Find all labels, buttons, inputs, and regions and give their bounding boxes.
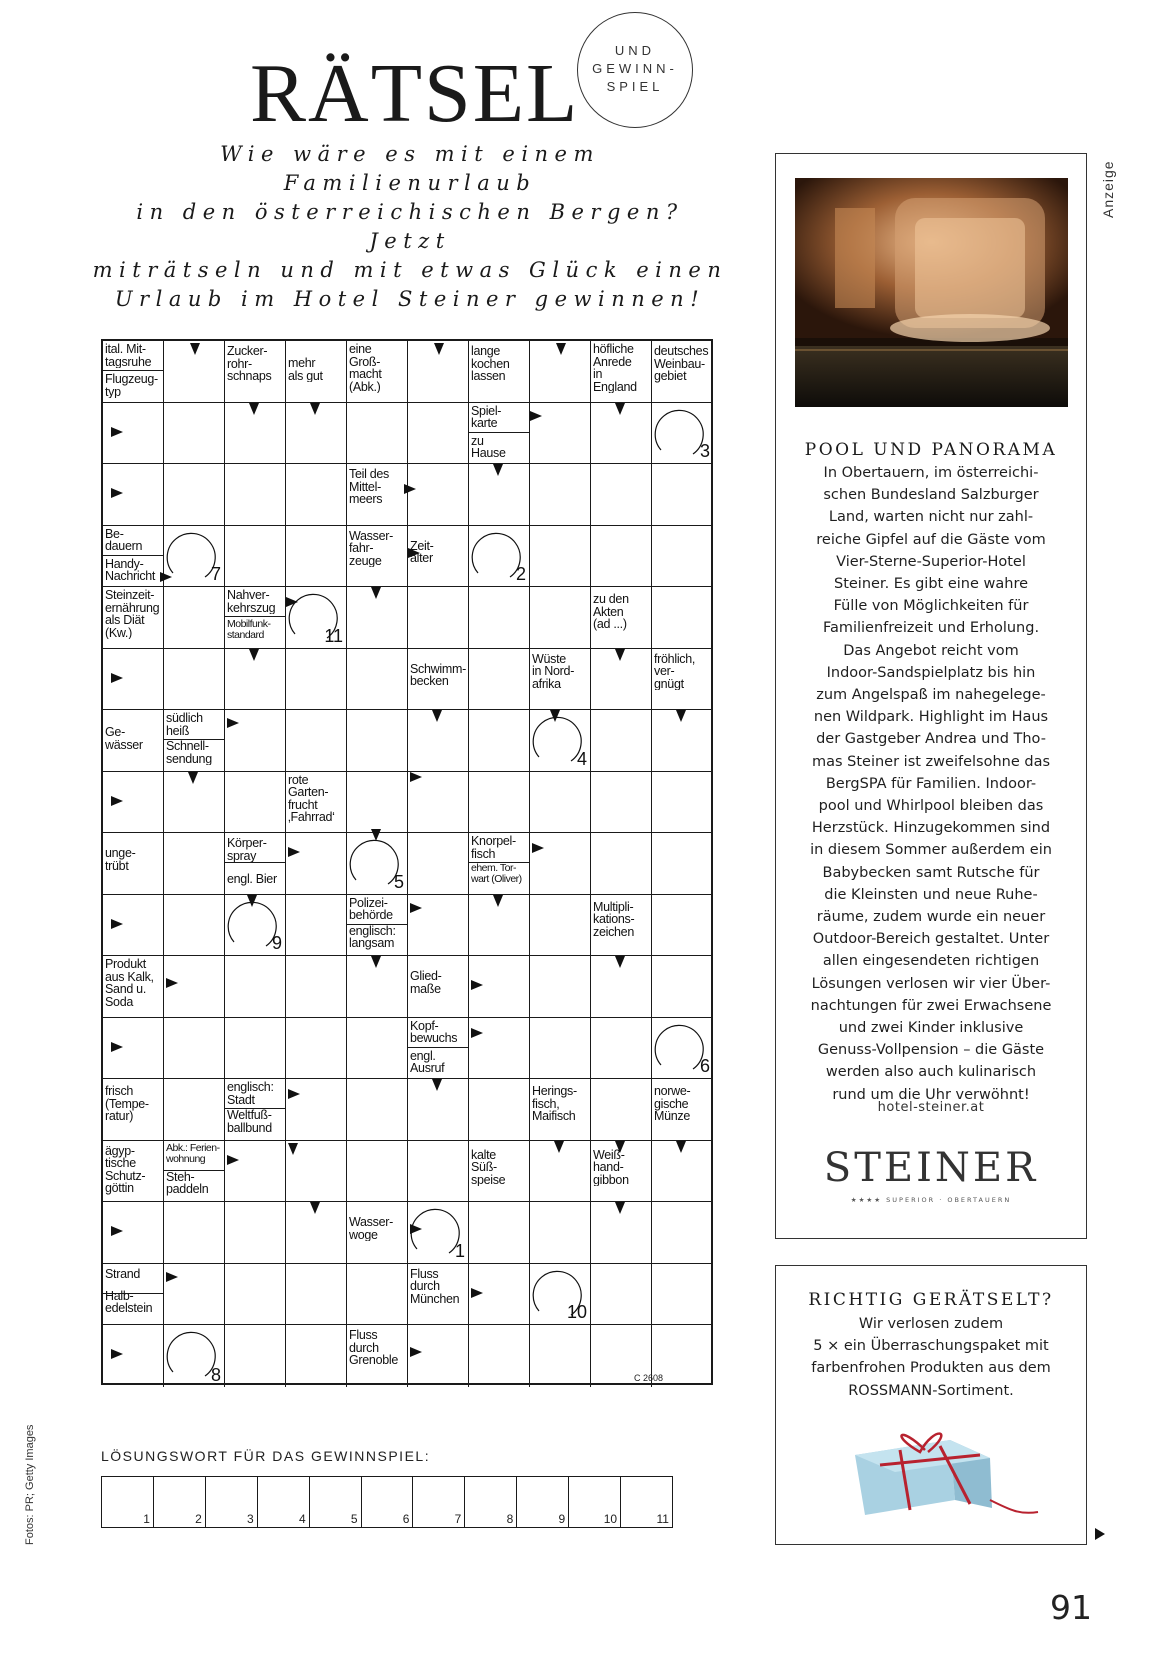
crossword-cell[interactable] bbox=[591, 1018, 652, 1080]
clue-text: unge- trübt bbox=[105, 846, 136, 872]
crossword-cell[interactable] bbox=[408, 464, 469, 526]
clue-text: Nahver- kehrszug bbox=[227, 588, 276, 614]
crossword-clue-cell bbox=[103, 1264, 164, 1326]
crossword-clue-cell bbox=[225, 587, 286, 649]
arrow-right-icon bbox=[166, 1272, 178, 1282]
clue-text: ägyp- tische Schutz- göttin bbox=[105, 1143, 146, 1195]
arrow-right-icon bbox=[471, 1028, 483, 1038]
crossword-cell[interactable] bbox=[652, 1018, 713, 1080]
crossword-cell[interactable] bbox=[469, 1202, 530, 1264]
crossword-clue-cell bbox=[591, 587, 652, 649]
arrow-right-icon bbox=[111, 673, 123, 683]
clue-divider bbox=[469, 432, 529, 433]
crossword-cell[interactable] bbox=[469, 710, 530, 772]
crossword-clue-cell bbox=[652, 1079, 713, 1141]
clue-text: Abk.: Ferien- wohnung bbox=[166, 1141, 220, 1165]
arrow-right-icon bbox=[410, 903, 422, 913]
crossword-clue-cell bbox=[591, 341, 652, 403]
clue-text: Be- dauern bbox=[105, 526, 143, 553]
crossword-cell[interactable] bbox=[225, 956, 286, 1018]
clue-divider bbox=[103, 1293, 163, 1294]
crossword-cell[interactable] bbox=[530, 895, 591, 957]
solution-number: 6 bbox=[699, 1056, 710, 1076]
clue-text: Multipli- kations- zeichen bbox=[593, 899, 635, 938]
solution-box-number: 1 bbox=[143, 1512, 150, 1526]
arrow-down-icon bbox=[371, 956, 381, 968]
clue-text: frisch (Tempe- ratur) bbox=[105, 1084, 149, 1123]
contest-badge bbox=[577, 12, 693, 128]
solution-number: 11 bbox=[324, 625, 343, 646]
solution-box[interactable] bbox=[258, 1477, 310, 1527]
arrow-down-icon bbox=[188, 772, 198, 784]
crossword-clue-cell bbox=[530, 649, 591, 711]
solution-box-number: 7 bbox=[454, 1512, 462, 1526]
clue-text: Kopf- bewuchs bbox=[410, 1018, 458, 1045]
clue-text: Schnell- sendung bbox=[166, 739, 212, 765]
crossword-clue-cell bbox=[103, 1141, 164, 1203]
crossword-cell[interactable] bbox=[347, 772, 408, 834]
crossword-grid bbox=[101, 339, 713, 1385]
clue-text: kalte Süß- speise bbox=[471, 1147, 506, 1186]
solution-box-number: 2 bbox=[195, 1512, 202, 1526]
arrow-down-icon bbox=[615, 649, 625, 661]
arrow-right-icon bbox=[471, 980, 483, 990]
crossword-cell[interactable] bbox=[286, 649, 347, 711]
solution-number: 10 bbox=[566, 1302, 587, 1322]
arrow-right-icon bbox=[404, 484, 416, 494]
crossword-clue-cell bbox=[225, 341, 286, 403]
arrow-down-icon bbox=[288, 1143, 298, 1155]
intro-line: in den österreichischen Bergen? Jetzt bbox=[136, 200, 684, 253]
arrow-right-icon bbox=[410, 1224, 422, 1234]
crossword-cell[interactable] bbox=[286, 895, 347, 957]
crossword-cell[interactable] bbox=[164, 1079, 225, 1141]
crossword-clue-cell bbox=[225, 833, 286, 895]
clue-text: lange kochen lassen bbox=[471, 344, 510, 383]
crossword-clue-cell bbox=[103, 587, 164, 649]
crossword-clue-cell bbox=[652, 341, 713, 403]
solution-box[interactable] bbox=[310, 1477, 362, 1527]
crossword-cell[interactable] bbox=[347, 1264, 408, 1326]
crossword-cell[interactable] bbox=[286, 1018, 347, 1080]
crossword-cell[interactable] bbox=[530, 710, 591, 772]
crossword-cell[interactable] bbox=[286, 526, 347, 588]
arrow-right-icon bbox=[288, 847, 300, 857]
clue-text: norwe- gische Münze bbox=[654, 1084, 691, 1123]
solution-box[interactable] bbox=[517, 1477, 569, 1527]
arrow-right-icon bbox=[410, 1347, 422, 1357]
crossword-clue-cell bbox=[530, 1079, 591, 1141]
crossword-clue-cell bbox=[469, 833, 530, 895]
crossword-cell[interactable] bbox=[408, 833, 469, 895]
clue-divider bbox=[347, 924, 407, 925]
clue-text: höfliche Anrede in England bbox=[593, 342, 637, 393]
arrow-right-icon bbox=[227, 1155, 239, 1165]
crossword-cell[interactable] bbox=[286, 464, 347, 526]
ad-link[interactable]: hotel-steiner.at bbox=[877, 1100, 985, 1115]
solution-boxes bbox=[101, 1476, 673, 1528]
crossword-clue-cell bbox=[469, 1141, 530, 1203]
crossword-cell[interactable] bbox=[469, 587, 530, 649]
clue-text: englisch: langsam bbox=[349, 923, 396, 950]
crossword-cell[interactable] bbox=[408, 403, 469, 465]
arrow-down-icon bbox=[676, 1141, 686, 1153]
clue-text: eine Groß- macht (Abk.) bbox=[349, 342, 382, 393]
crossword-cell[interactable] bbox=[286, 833, 347, 895]
crossword-cell[interactable] bbox=[530, 772, 591, 834]
crossword-cell[interactable] bbox=[225, 464, 286, 526]
clue-divider bbox=[225, 862, 285, 863]
page-title: RÄTSEL bbox=[250, 47, 580, 140]
clue-text: mehr als gut bbox=[288, 356, 323, 382]
solution-number: 2 bbox=[515, 564, 526, 584]
crossword-clue-cell bbox=[469, 403, 530, 465]
crossword-cell[interactable] bbox=[347, 710, 408, 772]
crossword-cell[interactable] bbox=[408, 1141, 469, 1203]
arrow-down-icon bbox=[190, 343, 200, 355]
solution-box[interactable] bbox=[569, 1477, 621, 1527]
crossword-cell[interactable] bbox=[347, 1018, 408, 1080]
arrow-right-icon bbox=[160, 572, 172, 582]
crossword-cell[interactable] bbox=[591, 464, 652, 526]
arrow-right-icon bbox=[530, 411, 542, 421]
crossword-clue-cell bbox=[347, 1325, 408, 1387]
arrow-down-icon bbox=[615, 1141, 625, 1153]
crossword-cell[interactable] bbox=[164, 1018, 225, 1080]
clue-text: Knorpel- fisch bbox=[471, 834, 516, 860]
ad-heading: POOL UND PANORAMA bbox=[804, 440, 1058, 460]
crossword-cell[interactable] bbox=[347, 403, 408, 465]
photo-credit: Fotos: PR; Getty Images bbox=[24, 1424, 36, 1545]
crossword-clue-cell bbox=[347, 895, 408, 957]
arrow-down-icon bbox=[676, 710, 686, 722]
solution-box-number: 3 bbox=[247, 1512, 254, 1526]
intro-line: Urlaub im Hotel Steiner gewinnen! bbox=[114, 287, 706, 311]
crossword-cell[interactable] bbox=[530, 464, 591, 526]
crossword-cell[interactable] bbox=[652, 895, 713, 957]
arrow-right-icon bbox=[227, 718, 239, 728]
crossword-cell[interactable] bbox=[347, 649, 408, 711]
clue-text: Wüste in Nord- afrika bbox=[532, 651, 575, 690]
clue-divider bbox=[469, 862, 529, 863]
clue-text: Wasser- fahr- zeuge bbox=[349, 528, 393, 567]
arrow-down-icon bbox=[615, 1202, 625, 1214]
crossword-cell[interactable] bbox=[225, 1325, 286, 1387]
crossword-cell[interactable] bbox=[469, 1325, 530, 1387]
clue-text: engl. Ausruf bbox=[410, 1048, 445, 1075]
arrow-down-icon bbox=[493, 464, 503, 476]
crossword-cell[interactable] bbox=[164, 649, 225, 711]
crossword-clue-cell bbox=[103, 833, 164, 895]
clue-text: Zeit- alter bbox=[410, 538, 434, 565]
crossword-cell[interactable] bbox=[164, 403, 225, 465]
crossword-cell[interactable] bbox=[652, 587, 713, 649]
crossword-cell[interactable] bbox=[591, 772, 652, 834]
solution-box-number: 11 bbox=[656, 1512, 669, 1526]
next-page-arrow-icon bbox=[1095, 1528, 1105, 1540]
crossword-clue-cell bbox=[225, 1079, 286, 1141]
crossword-clue-cell bbox=[408, 1264, 469, 1326]
crossword-cell[interactable] bbox=[347, 1079, 408, 1141]
arrow-right-icon bbox=[111, 1226, 123, 1236]
intro-line: Wie wäre es mit einem Familienurlaub bbox=[220, 142, 600, 195]
clue-divider bbox=[164, 739, 224, 740]
steiner-logo: STEINER bbox=[823, 1145, 1039, 1191]
solution-box-number: 10 bbox=[603, 1512, 618, 1526]
puzzle-code: C 2608 bbox=[634, 1373, 664, 1383]
clue-text: Fluss durch Grenoble bbox=[349, 1328, 399, 1367]
solution-number: 7 bbox=[210, 564, 221, 584]
solution-box-number: 8 bbox=[506, 1512, 514, 1526]
solution-box[interactable] bbox=[206, 1477, 258, 1527]
clue-divider bbox=[408, 1047, 468, 1048]
clue-text: Flugzeug- typ bbox=[105, 372, 158, 398]
prize-heading: RICHTIG GERÄTSELT? bbox=[808, 1290, 1054, 1310]
solution-box-number: 6 bbox=[402, 1512, 410, 1526]
crossword-clue-cell bbox=[347, 464, 408, 526]
arrow-right-icon bbox=[288, 1089, 300, 1099]
crossword-clue-cell bbox=[286, 772, 347, 834]
arrow-right-icon bbox=[410, 772, 422, 782]
clue-divider bbox=[164, 1170, 224, 1171]
clue-text: Wasser- woge bbox=[349, 1215, 393, 1241]
clue-text: Schwimm- becken bbox=[410, 661, 466, 688]
intro-line: miträtseln und mit etwas Glück einen bbox=[92, 258, 728, 282]
clue-text: Körper- spray bbox=[227, 836, 267, 862]
arrow-down-icon bbox=[249, 649, 259, 661]
crossword-cell[interactable] bbox=[286, 1264, 347, 1326]
spa-photo bbox=[795, 178, 1068, 407]
crossword-cell[interactable] bbox=[469, 1079, 530, 1141]
crossword-cell[interactable] bbox=[225, 526, 286, 588]
arrow-down-icon bbox=[615, 956, 625, 968]
crossword-clue-cell bbox=[347, 341, 408, 403]
crossword-cell[interactable] bbox=[530, 526, 591, 588]
crossword-clue-cell bbox=[103, 710, 164, 772]
arrow-down-icon bbox=[247, 895, 257, 907]
clue-divider bbox=[103, 370, 163, 371]
crossword-cell[interactable] bbox=[164, 1202, 225, 1264]
arrow-right-icon bbox=[111, 488, 123, 498]
arrow-right-icon bbox=[111, 1042, 123, 1052]
crossword-cell[interactable] bbox=[530, 1018, 591, 1080]
arrow-down-icon bbox=[434, 343, 444, 355]
arrow-right-icon bbox=[286, 597, 298, 607]
solution-number: 4 bbox=[576, 748, 587, 769]
crossword-cell[interactable] bbox=[591, 710, 652, 772]
clue-text: südlich heiß bbox=[166, 711, 203, 737]
arrow-down-icon bbox=[615, 403, 625, 415]
crossword-cell[interactable] bbox=[530, 1325, 591, 1387]
crossword-clue-cell bbox=[347, 526, 408, 588]
crossword-clue-cell bbox=[164, 1141, 225, 1203]
crossword-clue-cell bbox=[103, 341, 164, 403]
crossword-clue-cell bbox=[469, 341, 530, 403]
crossword-cell[interactable] bbox=[591, 526, 652, 588]
solution-box-number: 9 bbox=[558, 1512, 566, 1526]
crossword-cell[interactable] bbox=[408, 587, 469, 649]
crossword-cell[interactable] bbox=[591, 833, 652, 895]
clue-text: rote Garten- frucht ‚Fahrrad‘ bbox=[288, 772, 335, 824]
crossword-clue-cell bbox=[103, 1079, 164, 1141]
arrow-down-icon bbox=[249, 403, 259, 415]
crossword-cell[interactable] bbox=[530, 956, 591, 1018]
solution-number: 9 bbox=[271, 933, 282, 953]
crossword-cell[interactable] bbox=[469, 772, 530, 834]
crossword-cell[interactable] bbox=[652, 464, 713, 526]
crossword-cell[interactable] bbox=[164, 587, 225, 649]
crossword-clue-cell bbox=[103, 956, 164, 1018]
crossword-cell[interactable] bbox=[164, 1325, 225, 1387]
clue-text: Halb- edelstein bbox=[105, 1288, 153, 1315]
clue-text: Weltfuß- ballbund bbox=[227, 1108, 272, 1134]
ad-body-text: In Obertauern, im österreichi- schen Bundesland Salzburger Land, warten nicht nur zahl- reiche Gipfel auf die Gäste vom Vier-Sterne-Superior-Hotel Steiner. Es gibt eine wahre Fülle von Möglichkeiten für Familienfreizeit und Erholung. Das Angebot reicht vom Indoor-Sandspielplatz bis hin zum Angelspaß im nahegelege- nen Wildpark. Highlight im Haus der Gastgeber Andrea und Tho- mas Steiner ist zweifelsohne das BergSPA für Familien. Indoor- pool und Whirlpool bleiben das Herzstück. Hinzugekommen sind in diesem Sommer außerdem ein Babybecken samt Rutsche für die Kleinsten und neue Ruhe- räume, zudem wurde ein neuer Outdoor-Bereich gestaltet. Unter allen eingesendeten richtigen Lösungen verlosen wir vier Über- nachtungen für zwei Erwachsene und zwei Kinder inklusive Genuss-Vollpension – die Gäste werden also auch kulinarisch rund um die Uhr verwöhnt! bbox=[810, 465, 1052, 1103]
clue-text: englisch: Stadt bbox=[227, 1080, 274, 1106]
clue-text: Weiß- hand- gibbon bbox=[593, 1147, 629, 1186]
crossword-cell[interactable] bbox=[591, 1264, 652, 1326]
crossword-clue-cell bbox=[408, 1018, 469, 1080]
clue-text: Polizei- behörde bbox=[349, 895, 393, 922]
clue-text: zu Hause bbox=[471, 433, 506, 460]
crossword-cell[interactable] bbox=[225, 1018, 286, 1080]
clue-text: Spiel- karte bbox=[471, 403, 502, 430]
crossword-clue-cell bbox=[652, 649, 713, 711]
arrow-down-icon bbox=[550, 710, 560, 722]
crossword-cell[interactable] bbox=[591, 1079, 652, 1141]
crossword-cell[interactable] bbox=[347, 1141, 408, 1203]
crossword-cell[interactable] bbox=[469, 526, 530, 588]
clue-text: Herings- fisch, Maifisch bbox=[532, 1084, 577, 1123]
crossword-cell[interactable] bbox=[347, 833, 408, 895]
clue-text: Handy- Nachricht bbox=[105, 556, 156, 583]
solution-box[interactable] bbox=[154, 1477, 206, 1527]
arrow-down-icon bbox=[432, 710, 442, 722]
solution-number: 5 bbox=[393, 871, 404, 892]
arrow-right-icon bbox=[111, 427, 123, 437]
arrow-right-icon bbox=[408, 548, 420, 558]
steiner-logo-subline: ★★★★ SUPERIOR · OBERTAUERN bbox=[850, 1196, 1012, 1204]
prize-text: Wir verlosen zudem 5 × ein Überraschungspaket mit farbenfrohen Produkten aus dem ROSSMANN-Sortiment. bbox=[811, 1316, 1051, 1399]
solution-box[interactable] bbox=[362, 1477, 414, 1527]
solution-box[interactable] bbox=[102, 1477, 154, 1527]
crossword-clue-cell bbox=[103, 526, 164, 588]
ad-label: Anzeige bbox=[1100, 160, 1116, 218]
crossword-cell[interactable] bbox=[652, 772, 713, 834]
solution-box[interactable] bbox=[413, 1477, 465, 1527]
crossword-cell[interactable] bbox=[286, 710, 347, 772]
crossword-clue-cell bbox=[591, 895, 652, 957]
crossword-cell[interactable] bbox=[164, 895, 225, 957]
crossword-cell[interactable] bbox=[286, 1325, 347, 1387]
crossword-cell[interactable] bbox=[225, 772, 286, 834]
clue-text: deutsches Weinbau- gebiet bbox=[654, 344, 709, 383]
crossword-clue-cell bbox=[408, 649, 469, 711]
clue-text: Teil des Mittel- meers bbox=[349, 467, 389, 506]
crossword-cell[interactable] bbox=[530, 587, 591, 649]
arrow-down-icon bbox=[556, 343, 566, 355]
clue-text: Zucker- rohr- schnaps bbox=[227, 344, 272, 383]
crossword-cell[interactable] bbox=[225, 1202, 286, 1264]
solution-box-number: 4 bbox=[298, 1512, 306, 1526]
solution-box-number: 5 bbox=[350, 1512, 358, 1526]
crossword-clue-cell bbox=[408, 956, 469, 1018]
crossword-cell[interactable] bbox=[652, 526, 713, 588]
arrow-right-icon bbox=[111, 919, 123, 929]
badge-line: SPIEL bbox=[606, 79, 664, 94]
solution-number: 1 bbox=[454, 1240, 465, 1261]
arrow-down-icon bbox=[371, 587, 381, 599]
clue-text: Strand bbox=[105, 1266, 141, 1280]
arrow-right-icon bbox=[471, 1288, 483, 1298]
clue-text: ehem. Tor- wart (Oliver) bbox=[471, 862, 522, 885]
page-number: 91 bbox=[1050, 1588, 1092, 1627]
clue-text: Steh- paddeln bbox=[166, 1169, 209, 1196]
crossword-cell[interactable] bbox=[225, 1141, 286, 1203]
solution-number: 8 bbox=[210, 1364, 221, 1385]
crossword-cell[interactable] bbox=[530, 1202, 591, 1264]
crossword-cell[interactable] bbox=[469, 649, 530, 711]
crossword-clue-cell bbox=[286, 341, 347, 403]
clue-divider bbox=[103, 555, 163, 556]
crossword-cell[interactable] bbox=[286, 956, 347, 1018]
crossword-cell[interactable] bbox=[530, 1264, 591, 1326]
arrow-down-icon bbox=[371, 829, 381, 841]
solution-box[interactable] bbox=[465, 1477, 517, 1527]
clue-text: Glied- maße bbox=[410, 969, 442, 995]
crossword-cell[interactable] bbox=[652, 403, 713, 465]
badge-line: UND bbox=[614, 43, 656, 58]
arrow-down-icon bbox=[310, 403, 320, 415]
clue-divider bbox=[225, 1108, 285, 1109]
solution-number: 3 bbox=[699, 441, 710, 461]
crossword-clue-cell bbox=[164, 710, 225, 772]
crossword-cell[interactable] bbox=[225, 1264, 286, 1326]
arrow-down-icon bbox=[310, 1202, 320, 1214]
clue-text: Produkt aus Kalk, Sand u. Soda bbox=[105, 957, 154, 1008]
clue-text: zu den Akten (ad ...) bbox=[593, 592, 629, 631]
clue-text: fröhlich, ver- gnügt bbox=[654, 651, 696, 690]
arrow-right-icon bbox=[166, 978, 178, 988]
arrow-right-icon bbox=[111, 1349, 123, 1359]
intro-text bbox=[90, 140, 730, 314]
crossword-cell[interactable] bbox=[164, 526, 225, 588]
crossword-cell[interactable] bbox=[652, 833, 713, 895]
crossword-cell[interactable] bbox=[652, 956, 713, 1018]
arrow-down-icon bbox=[554, 1141, 564, 1153]
clue-text: ital. Mit- tagsruhe bbox=[105, 342, 152, 368]
crossword-cell[interactable] bbox=[652, 1202, 713, 1264]
arrow-right-icon bbox=[532, 843, 544, 853]
clue-text: Steinzeit- ernährung als Diät (Kw.) bbox=[105, 588, 160, 639]
crossword-cell[interactable] bbox=[164, 833, 225, 895]
clue-text: engl. Bier bbox=[227, 872, 277, 886]
arrow-right-icon bbox=[111, 796, 123, 806]
clue-text: Fluss durch München bbox=[410, 1266, 460, 1305]
arrow-down-icon bbox=[432, 1079, 442, 1091]
crossword-clue-cell bbox=[347, 1202, 408, 1264]
crossword-cell[interactable] bbox=[652, 1264, 713, 1326]
clue-divider bbox=[225, 616, 285, 617]
badge-line: GEWINN- bbox=[592, 61, 678, 76]
crossword-cell[interactable] bbox=[164, 464, 225, 526]
gift-box-image bbox=[840, 1420, 1040, 1520]
clue-text: Mobilfunk- standard bbox=[227, 618, 271, 641]
solution-box[interactable] bbox=[621, 1477, 672, 1527]
clue-text: Ge- wässer bbox=[105, 725, 143, 751]
arrow-down-icon bbox=[493, 895, 503, 907]
solution-label: LÖSUNGSWORT FÜR DAS GEWINNSPIEL: bbox=[101, 1448, 431, 1464]
